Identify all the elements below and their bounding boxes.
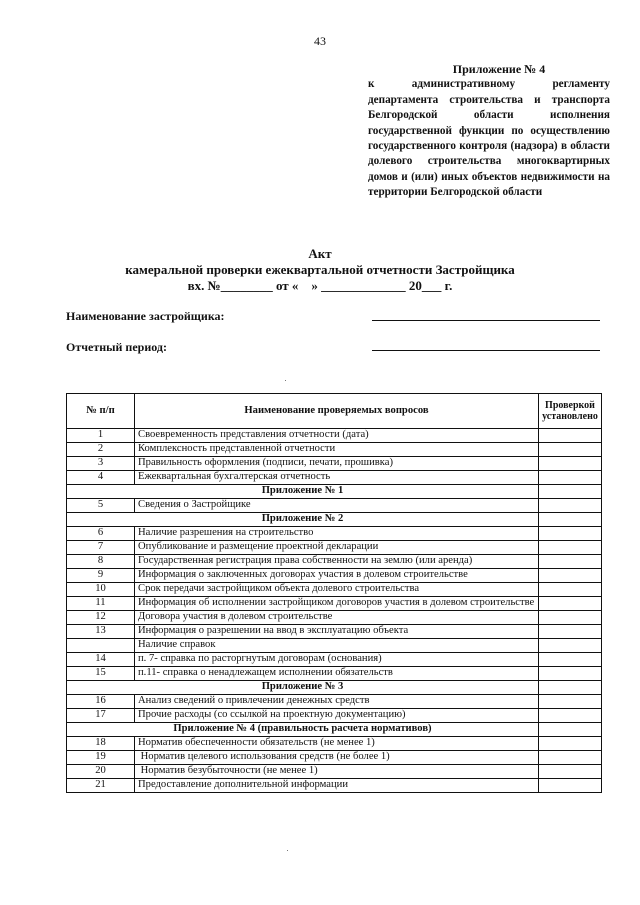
result-cell [539,569,602,583]
act-number-line: вх. №________ от « » _____________ 20___ г. [187,278,453,293]
result-cell [539,555,602,569]
result-cell [539,709,602,723]
table-row [67,625,602,639]
row-question: п. 7- справка по расторгнутым договорам (основания) [135,653,539,667]
result-cell [539,625,602,639]
row-number: 13 [67,625,135,639]
act-title: Акт [308,246,332,261]
header-num: № п/п [67,394,135,429]
table-row [67,639,602,653]
section-title: Приложение № 2 [67,513,539,527]
table-section-row [67,723,602,737]
table-row [67,541,602,555]
act-subtitle: камеральной проверки ежеквартальной отчетности Застройщика [125,262,515,277]
row-number: 11 [67,597,135,611]
header-question: Наименование проверяемых вопросов [135,394,539,429]
table-row [67,765,602,779]
section-title: Приложение № 4 (правильность расчета нормативов) [67,723,539,737]
table-row [67,555,602,569]
row-question: Своевременность представления отчетности (дата) [135,429,539,443]
row-number: 17 [67,709,135,723]
row-question: Ежеквартальная бухгалтерская отчетность [135,471,539,485]
table-section-row [67,485,602,499]
result-cell [539,653,602,667]
result-cell [539,485,602,499]
row-question: Наличие справок [135,639,539,653]
table-row [67,597,602,611]
row-number: 7 [67,541,135,555]
row-number: 4 [67,471,135,485]
row-number: 12 [67,611,135,625]
table-row [67,527,602,541]
developer-label: Наименование застройщика: [66,309,225,323]
row-question: Информация о заключенных договорах участия в долевом строительстве [135,569,539,583]
row-number [67,639,135,653]
table-row [67,569,602,583]
check-table [66,393,602,793]
result-cell [539,681,602,695]
row-question: Норматив целевого использования средств (не более 1) [135,751,539,765]
scan-dot [287,850,288,851]
table-row [67,499,602,513]
row-question: Комплексность представленной отчетности [135,443,539,457]
row-number: 15 [67,667,135,681]
table-row [67,709,602,723]
table-row [67,611,602,625]
row-question: Сведения о Застройщике [135,499,539,513]
row-question: Информация о разрешении на ввод в эксплуатацию объекта [135,625,539,639]
result-cell [539,471,602,485]
table-row [67,443,602,457]
row-number: 8 [67,555,135,569]
developer-line [372,319,600,321]
row-question: Норматив безубыточности (не менее 1) [135,765,539,779]
result-cell [539,723,602,737]
result-cell [539,429,602,443]
row-question: Правильность оформления (подписи, печати, прошивка) [135,457,539,471]
row-number: 10 [67,583,135,597]
period-label: Отчетный период: [66,340,167,354]
row-number: 1 [67,429,135,443]
row-number: 6 [67,527,135,541]
table-row [67,429,602,443]
row-number: 2 [67,443,135,457]
table-row [67,471,602,485]
table-row [67,737,602,751]
appendix-title: Приложение № 4 [452,62,546,76]
table-section-row [67,513,602,527]
header-checked: Проверкой установлено [539,394,602,429]
appendix-block [368,62,610,201]
result-cell [539,751,602,765]
result-cell [539,737,602,751]
table-row [67,653,602,667]
row-question: Срок передачи застройщиком объекта долевого строительства [135,583,539,597]
table-row [67,751,602,765]
row-number: 9 [67,569,135,583]
row-number: 19 [67,751,135,765]
row-question: Информация об исполнении застройщиком договоров участия в долевом строительстве [135,597,539,611]
period-line [372,349,600,351]
appendix-text: к административному регламенту департамента строительства и транспорта Белгородской области исполнения государственной функции по осуществлению государственного контроля (надзора) в области долевого строительства многоквартирных домов и (или) иных объектов недвижимости на территории Белгородской области [368,78,610,199]
row-question: Договора участия в долевом строительстве [135,611,539,625]
row-question: п.11- справка о ненадлежащем исполнении обязательств [135,667,539,681]
section-title: Приложение № 1 [67,485,539,499]
table-row [67,779,602,793]
result-cell [539,457,602,471]
result-cell [539,597,602,611]
row-number: 3 [67,457,135,471]
result-cell [539,443,602,457]
row-number: 16 [67,695,135,709]
result-cell [539,527,602,541]
row-number: 18 [67,737,135,751]
page-number: 43 [314,34,326,48]
row-number: 14 [67,653,135,667]
result-cell [539,639,602,653]
result-cell [539,583,602,597]
table-row [67,667,602,681]
result-cell [539,513,602,527]
table-row [67,583,602,597]
table-body [67,429,602,793]
result-cell [539,667,602,681]
row-question: Прочие расходы (со ссылкой на проектную документацию) [135,709,539,723]
result-cell [539,611,602,625]
result-cell [539,779,602,793]
result-cell [539,541,602,555]
row-question: Предоставление дополнительной информации [135,779,539,793]
row-question: Наличие разрешения на строительство [135,527,539,541]
scan-dot [285,380,286,381]
row-question: Анализ сведений о привлечении денежных средств [135,695,539,709]
row-number: 20 [67,765,135,779]
row-question: Норматив обеспеченности обязательств (не менее 1) [135,737,539,751]
table-section-row [67,681,602,695]
result-cell [539,765,602,779]
result-cell [539,695,602,709]
row-question: Государственная регистрация права собственности на землю (или аренда) [135,555,539,569]
table-row [67,457,602,471]
row-number: 5 [67,499,135,513]
result-cell [539,499,602,513]
table-row [67,695,602,709]
section-title: Приложение № 3 [67,681,539,695]
row-question: Опубликование и размещение проектной декларации [135,541,539,555]
row-number: 21 [67,779,135,793]
